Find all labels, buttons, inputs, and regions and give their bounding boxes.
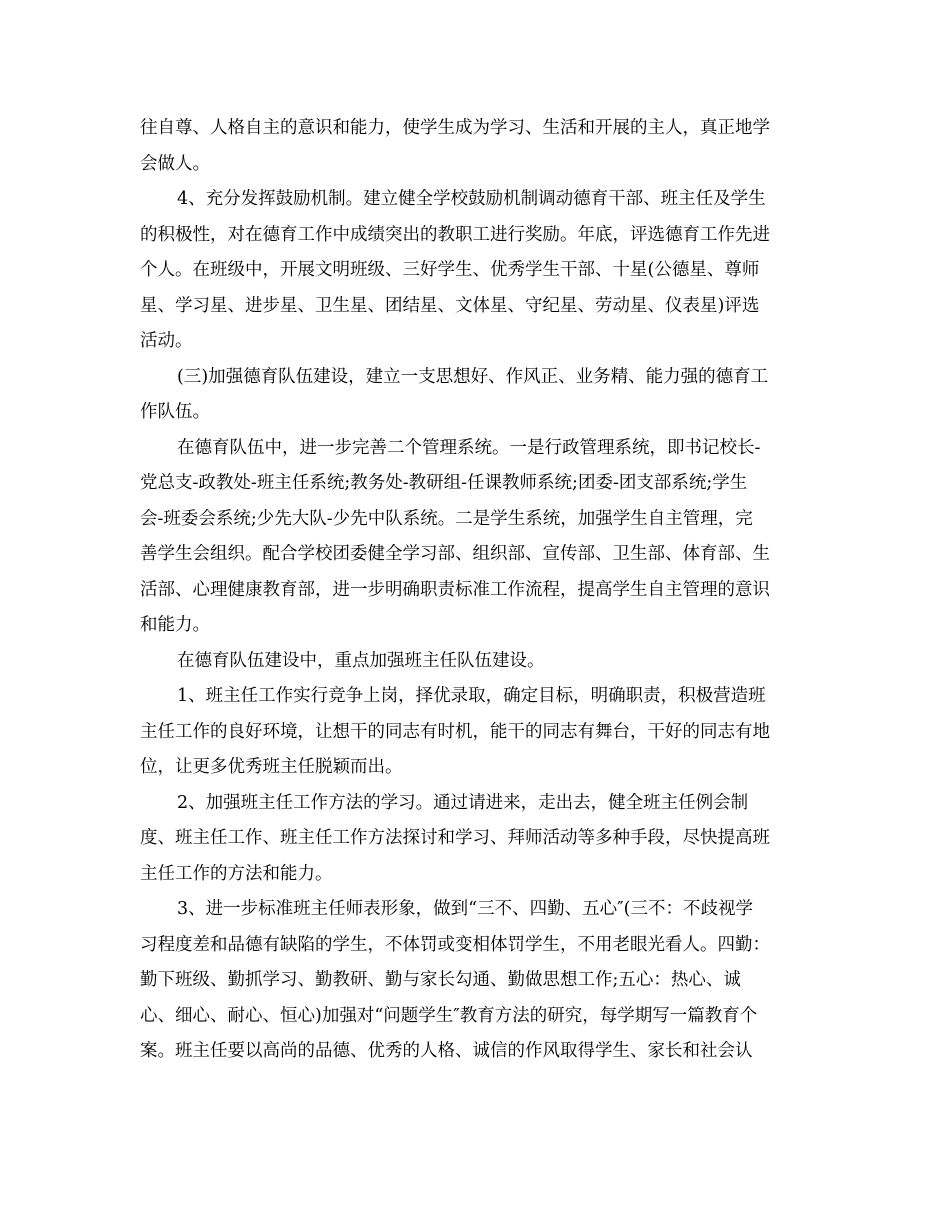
text-line: 2、加强班主任工作方法的学习。通过请进来，走出去，健全班主任例会制 xyxy=(177,792,749,813)
document-page xyxy=(140,111,816,1070)
text-line: 往自尊、人格自主的意识和能力，使学生成为学习、生活和开展的主人，真正地学 xyxy=(140,118,770,138)
text-line: 会做人。 xyxy=(140,153,210,174)
text-line: 勤下班级、勤抓学习、勤教研、勤与家长勾通、勤做思想工作;五心：热心、诚 xyxy=(140,970,741,990)
text-line: 作队伍。 xyxy=(140,402,210,422)
text-line: 会-班委会系统;少先大队-少先中队系统。二是学生系统，加强学生自主管理，完 xyxy=(140,508,753,529)
text-line: 在德育队伍建设中，重点加强班主任队伍建设。 xyxy=(177,650,545,671)
text-line: 活动。 xyxy=(140,331,193,351)
text-line: 案。班主任要以高尚的品德、优秀的人格、诚信的作风取得学生、家长和社会认 xyxy=(140,1041,753,1061)
text-line: 位，让更多优秀班主任脱颖而出。 xyxy=(140,757,403,777)
text-line: 心、细心、耐心、恒心)加强对“问题学生″教育方法的研究，每学期写一篇教育个 xyxy=(140,1005,758,1026)
text-line: 4、充分发挥鼓励机制。建立健全学校鼓励机制调动德育干部、班主任及学生 xyxy=(177,189,766,209)
text-line: 个人。在班级中，开展文明班级、三好学生、优秀学生干部、十星(公德星、尊师 xyxy=(140,260,760,280)
text-line: 善学生会组织。配合学校团委健全学习部、组织部、宣传部、卫生部、体育部、生 xyxy=(140,544,770,564)
text-line: 习程度差和品德有缺陷的学生，不体罚或变相体罚学生，不用老眼光看人。四勤： xyxy=(140,934,770,955)
text-line: 活部、心理健康教育部，进一步明确职责标准工作流程，提高学生自主管理的意识 xyxy=(140,579,770,600)
text-line: 主任工作的良好环境，让想干的同志有时机，能干的同志有舞台，干好的同志有地 xyxy=(140,721,770,742)
text-line: 和能力。 xyxy=(140,615,210,635)
text-line: 在德育队伍中，进一步完善二个管理系统。一是行政管理系统，即书记校长- xyxy=(177,437,761,458)
text-line: 主任工作的方法和能力。 xyxy=(140,863,333,884)
text-line: 星、学习星、进步星、卫生星、团结星、文体星、守纪星、劳动星、仪表星)评选 xyxy=(140,295,760,316)
text-line: 党总支-政教处-班主任系统;教务处-教研组-任课教师系统;团委-团支部系统;学生 xyxy=(140,473,748,493)
text-line: 1、班主任工作实行竞争上岗，择优录取，确定目标，明确职责，积极营造班 xyxy=(177,686,766,706)
text-line: 的积极性，对在德育工作中成绩突出的教职工进行奖励。年底，评选德育工作先进 xyxy=(140,224,770,245)
text-line: 度、班主任工作、班主任工作方法探讨和学习、拜师活动等多种手段，尽快提高班 xyxy=(140,828,770,848)
text-line: (三)加强德育队伍建设，建立一支思想好、作风正、业务精、能力强的德育工 xyxy=(177,366,769,387)
text-line: 3、进一步标准班主任师表形象，做到“三不、四勤、五心″(三不：不歧视学 xyxy=(177,899,753,919)
